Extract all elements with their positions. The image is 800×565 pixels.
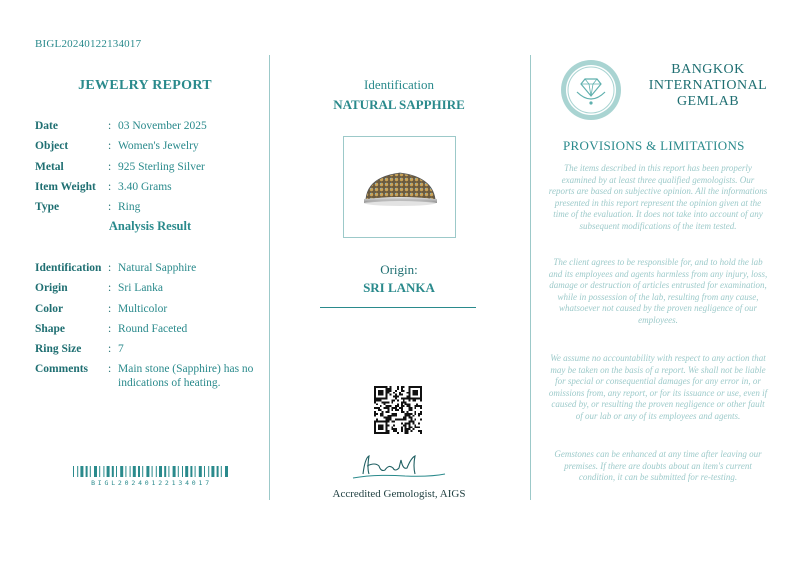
result-row-color [35, 302, 268, 322]
detail-row-metal [35, 160, 268, 180]
detail-row-object [35, 139, 268, 159]
result-label: Identification [35, 262, 102, 274]
detail-value: 03 November 2025 [118, 120, 207, 132]
result-separator: : [108, 322, 112, 335]
gem-lab-emblem-icon [559, 58, 623, 122]
provision-paragraph: We assume no accountability with respect to any action that may be taken on the basis of a report. We shall not be liable for special or consequential damages for any error in, or omissions from, any report, or for its issuance or use, even if caused by, or resulting the proven negligence or other fault of our lab or any of its employees and agents. [548, 353, 768, 421]
gemstone-ring-icon [344, 137, 457, 239]
detail-value: Ring [118, 201, 141, 214]
lab-name-line: BANGKOK [671, 62, 745, 77]
detail-row-type [35, 200, 268, 220]
detail-label: Type [35, 201, 60, 214]
result-value: Round Faceted [118, 322, 188, 335]
provision-paragraph: The client agrees to be responsible for, and to hold the lab and its employees and agents harmless from any injury, loss, damage or destruction of articles entrusted for examination, while in possession of the lab, resulting from any cause, whatsoever not caused by the proven negligence of our employees. [548, 257, 768, 325]
result-separator: : [108, 343, 112, 356]
detail-value: Women's Jewelry [118, 140, 199, 153]
result-label: Ring Size [35, 343, 82, 356]
ring-photo [343, 136, 456, 238]
result-label: Color [35, 302, 64, 315]
result-row-identification [35, 261, 268, 281]
result-separator: : [108, 282, 112, 295]
result-label: Shape [35, 322, 66, 335]
provision-paragraph: Gemstones can be enhanced at any time after leaving our premises. If there are doubts about an item's current condition, it can be submitted for re-testing. [554, 449, 762, 483]
provisions-title: PROVISIONS & LIMITATIONS [563, 138, 745, 153]
result-label: Origin [35, 282, 68, 295]
detail-separator: : [108, 160, 112, 173]
column-divider-right [530, 55, 531, 500]
report-title: JEWELRY REPORT [78, 78, 212, 93]
detail-separator: : [108, 180, 112, 193]
signature-icon [345, 452, 450, 484]
item-details [35, 119, 268, 220]
detail-separator: : [108, 120, 112, 132]
provision-paragraph: The items described in this report has been properly examined by at least three qualified gemologists. Our reports are based on subjective opinion. All the informations presented in this report represent the opinion given at the time of the evaluation. It does not take into account of any subsequent modifications of the item tested. [548, 163, 768, 231]
result-separator: : [108, 262, 112, 274]
identification-value: NATURAL SAPPHIRE [333, 97, 465, 112]
result-value: Main stone (Sapphire) has no indications of heating. [118, 363, 254, 390]
lab-name-line: GEMLAB [676, 94, 740, 109]
identification-label: Identification [363, 77, 435, 92]
detail-label: Item Weight [35, 180, 96, 193]
result-row-ring-size [35, 342, 268, 362]
detail-separator: : [108, 140, 112, 153]
detail-separator: : [108, 201, 112, 214]
origin-value: SRI LANKA [363, 280, 435, 295]
qr-code-icon [374, 384, 422, 436]
analysis-results [35, 261, 268, 392]
barcode-number: BIGL20240122134017 [91, 479, 212, 487]
result-label: Comments [35, 363, 89, 376]
result-value: 7 [118, 343, 124, 356]
detail-label: Metal [35, 160, 64, 173]
result-value: Multicolor [118, 302, 168, 315]
result-separator: : [108, 363, 112, 376]
detail-value: 925 Sterling Silver [118, 160, 205, 173]
result-separator: : [108, 302, 112, 315]
detail-label: Object [35, 140, 69, 153]
detail-label: Date [35, 120, 58, 132]
analysis-result-heading: Analysis Result [108, 219, 192, 233]
detail-row-date [35, 119, 268, 139]
result-value: Natural Sapphire [118, 262, 197, 274]
lab-name-line: INTERNATIONAL [648, 78, 768, 93]
result-row-comments [35, 362, 268, 392]
result-row-origin [35, 281, 268, 301]
lab-name [638, 62, 778, 110]
result-value: Sri Lanka [118, 282, 164, 295]
result-row-shape [35, 322, 268, 342]
accreditation-caption: Accredited Gemologist, AIGS [332, 488, 466, 500]
report-id: BIGL20240122134017 [35, 38, 142, 50]
detail-value: 3.40 Grams [118, 180, 172, 193]
detail-row-item-weight [35, 180, 268, 200]
origin-label: Origin: [380, 262, 418, 277]
origin-underline [320, 307, 476, 308]
column-divider-left [269, 55, 270, 500]
